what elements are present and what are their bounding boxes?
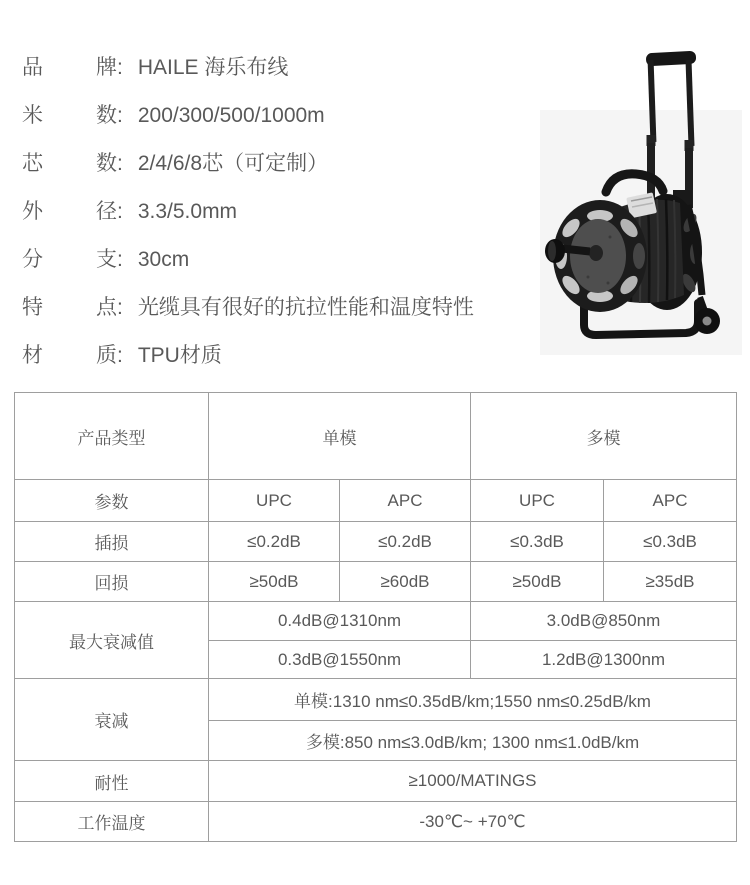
cell-attenuation-label: 衰减 bbox=[15, 679, 209, 761]
attribute-row-feature bbox=[22, 284, 474, 332]
cell-max-attenuation-single-2: 0.3dB@1550nm bbox=[209, 641, 471, 679]
attribute-label: 分 支 bbox=[22, 248, 117, 271]
attribute-value: 光缆具有很好的抗拉性能和温度特性 bbox=[137, 296, 474, 319]
attribute-label: 特 点 bbox=[22, 296, 117, 319]
cell-param-3: UPC bbox=[471, 480, 604, 522]
attribute-label: 材 质 bbox=[22, 344, 117, 367]
attribute-row-branch bbox=[22, 236, 474, 284]
attribute-value: HAILE 海乐布线 bbox=[137, 56, 289, 79]
attribute-row-material bbox=[22, 332, 474, 380]
cell-return-1: ≥50dB bbox=[209, 562, 340, 602]
cell-insertion-1: ≤0.2dB bbox=[209, 522, 340, 562]
attribute-value: TPU材质 bbox=[137, 344, 222, 367]
cell-param-1: UPC bbox=[209, 480, 340, 522]
product-photo bbox=[540, 45, 742, 355]
table-row-operating-temp bbox=[15, 802, 737, 842]
cell-return-label: 回损 bbox=[15, 562, 209, 602]
cell-insertion-4: ≤0.3dB bbox=[604, 522, 737, 562]
attribute-value: 200/300/500/1000m bbox=[137, 104, 325, 127]
cell-attenuation-multi: 多模:850 nm≤3.0dB/km; 1300 nm≤1.0dB/km bbox=[209, 721, 737, 761]
cell-insertion-label: 插损 bbox=[15, 522, 209, 562]
cell-param-2: APC bbox=[340, 480, 471, 522]
table-row-product-type bbox=[15, 393, 737, 480]
attribute-colon: : bbox=[117, 152, 123, 175]
attribute-colon: : bbox=[117, 296, 123, 319]
cell-return-4: ≥35dB bbox=[604, 562, 737, 602]
cell-product-type: 产品类型 bbox=[15, 393, 209, 480]
cell-insertion-3: ≤0.3dB bbox=[471, 522, 604, 562]
cell-return-2: ≥60dB bbox=[340, 562, 471, 602]
reel-front-flange bbox=[553, 200, 647, 312]
attribute-colon: : bbox=[117, 200, 123, 223]
cell-param-label: 参数 bbox=[15, 480, 209, 522]
cell-durability-label: 耐性 bbox=[15, 761, 209, 802]
cell-multi-mode: 多模 bbox=[471, 393, 737, 480]
cell-max-attenuation-label: 最大衰减值 bbox=[15, 602, 209, 679]
attribute-label: 品 牌 bbox=[22, 56, 117, 79]
cell-return-3: ≥50dB bbox=[471, 562, 604, 602]
table-row-durability bbox=[15, 761, 737, 802]
attribute-row-diameter bbox=[22, 188, 474, 236]
product-attributes bbox=[22, 44, 474, 380]
attribute-value: 2/4/6/8芯（可定制） bbox=[137, 152, 329, 175]
cell-max-attenuation-multi-1: 3.0dB@850nm bbox=[471, 602, 737, 641]
table-row-return-loss bbox=[15, 562, 737, 602]
attribute-label: 米 数 bbox=[22, 104, 117, 127]
cell-insertion-2: ≤0.2dB bbox=[340, 522, 471, 562]
attribute-row-cores bbox=[22, 140, 474, 188]
attribute-value: 3.3/5.0mm bbox=[137, 200, 238, 223]
cell-single-mode: 单模 bbox=[209, 393, 471, 480]
table-row-max-attenuation-1 bbox=[15, 602, 737, 641]
cell-operating-temp-label: 工作温度 bbox=[15, 802, 209, 842]
cell-param-4: APC bbox=[604, 480, 737, 522]
attribute-colon: : bbox=[117, 248, 123, 271]
attribute-colon: : bbox=[117, 56, 123, 79]
attribute-row-brand bbox=[22, 44, 474, 92]
cell-max-attenuation-single-1: 0.4dB@1310nm bbox=[209, 602, 471, 641]
attribute-colon: : bbox=[117, 344, 123, 367]
attribute-row-length bbox=[22, 92, 474, 140]
cell-durability-value: ≥1000/MATINGS bbox=[209, 761, 737, 802]
cable-reel-cart-image bbox=[540, 45, 742, 355]
table-row-insertion-loss bbox=[15, 522, 737, 562]
table-row-param bbox=[15, 480, 737, 522]
spec-table bbox=[14, 392, 737, 842]
cell-max-attenuation-multi-2: 1.2dB@1300nm bbox=[471, 641, 737, 679]
cell-operating-temp-value: -30℃~ +70℃ bbox=[209, 802, 737, 842]
table-row-attenuation-1 bbox=[15, 679, 737, 721]
attribute-colon: : bbox=[117, 104, 123, 127]
cell-attenuation-single: 单模:1310 nm≤0.35dB/km;1550 nm≤0.25dB/km bbox=[209, 679, 737, 721]
attribute-value: 30cm bbox=[137, 248, 190, 271]
attribute-label: 芯 数 bbox=[22, 152, 117, 175]
attribute-label: 外 径 bbox=[22, 200, 117, 223]
